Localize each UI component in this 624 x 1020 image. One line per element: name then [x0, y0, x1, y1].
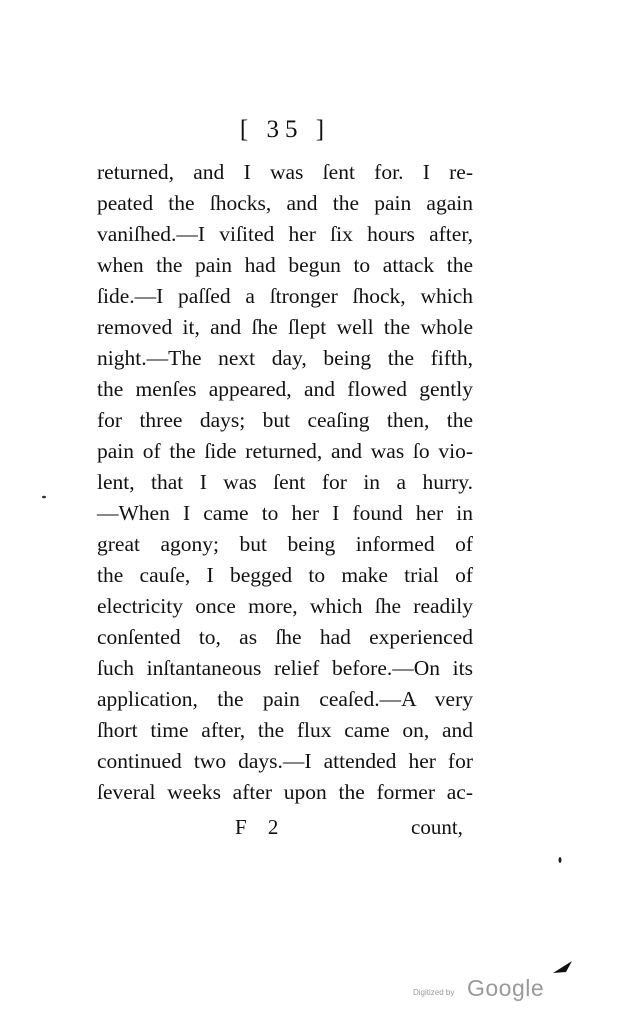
text-line: returned, and I was ſent for. I re-: [97, 160, 473, 184]
text-line: the menſes appeared, and flowed gently: [97, 377, 473, 401]
text-line: for three days; but ceaſing then, the: [97, 408, 473, 432]
signature-mark: F 2: [235, 815, 287, 839]
text-line: vaniſhed.—I viſited her ſix hours after,: [97, 222, 473, 246]
catchword: count,: [411, 815, 463, 839]
text-line: peated the ſhocks, and the pain again: [97, 191, 473, 215]
text-line: continued two days.—I attended her for: [97, 749, 473, 773]
text-line: conſented to, as ſhe had experienced: [97, 625, 473, 649]
ink-smudge: [553, 961, 572, 973]
text-line: ſide.—I paſſed a ſtronger ſhock, which: [97, 284, 473, 308]
text-line: the cauſe, I begged to make trial of: [97, 563, 473, 587]
text-line: removed it, and ſhe ſlept well the whole: [97, 315, 473, 339]
text-line: when the pain had begun to attack the: [97, 253, 473, 277]
page-number: [ 35 ]: [239, 116, 331, 143]
ink-speck: [559, 857, 562, 863]
text-line: pain of the ſide returned, and was ſo vio-: [97, 439, 473, 463]
text-line: night.—The next day, being the fifth,: [97, 346, 473, 370]
text-line: application, the pain ceaſed.—A very: [97, 687, 473, 711]
text-line: ſhort time after, the flux came on, and: [97, 718, 473, 742]
text-line: electricity once more, which ſhe readily: [97, 594, 473, 618]
watermark-brand: Google: [467, 975, 545, 1001]
text-line: ſuch inſtantaneous relief before.—On its: [97, 656, 473, 680]
ink-speck: [42, 496, 46, 499]
text-line: ſeveral weeks after upon the former ac-: [97, 780, 473, 804]
text-line: —When I came to her I found her in: [97, 501, 473, 525]
watermark-prefix: Digitized by: [413, 988, 455, 997]
text-line: lent, that I was ſent for in a hurry.: [97, 470, 473, 494]
text-line: great agony; but being informed of: [97, 532, 473, 556]
google-watermark: [413, 975, 543, 1005]
